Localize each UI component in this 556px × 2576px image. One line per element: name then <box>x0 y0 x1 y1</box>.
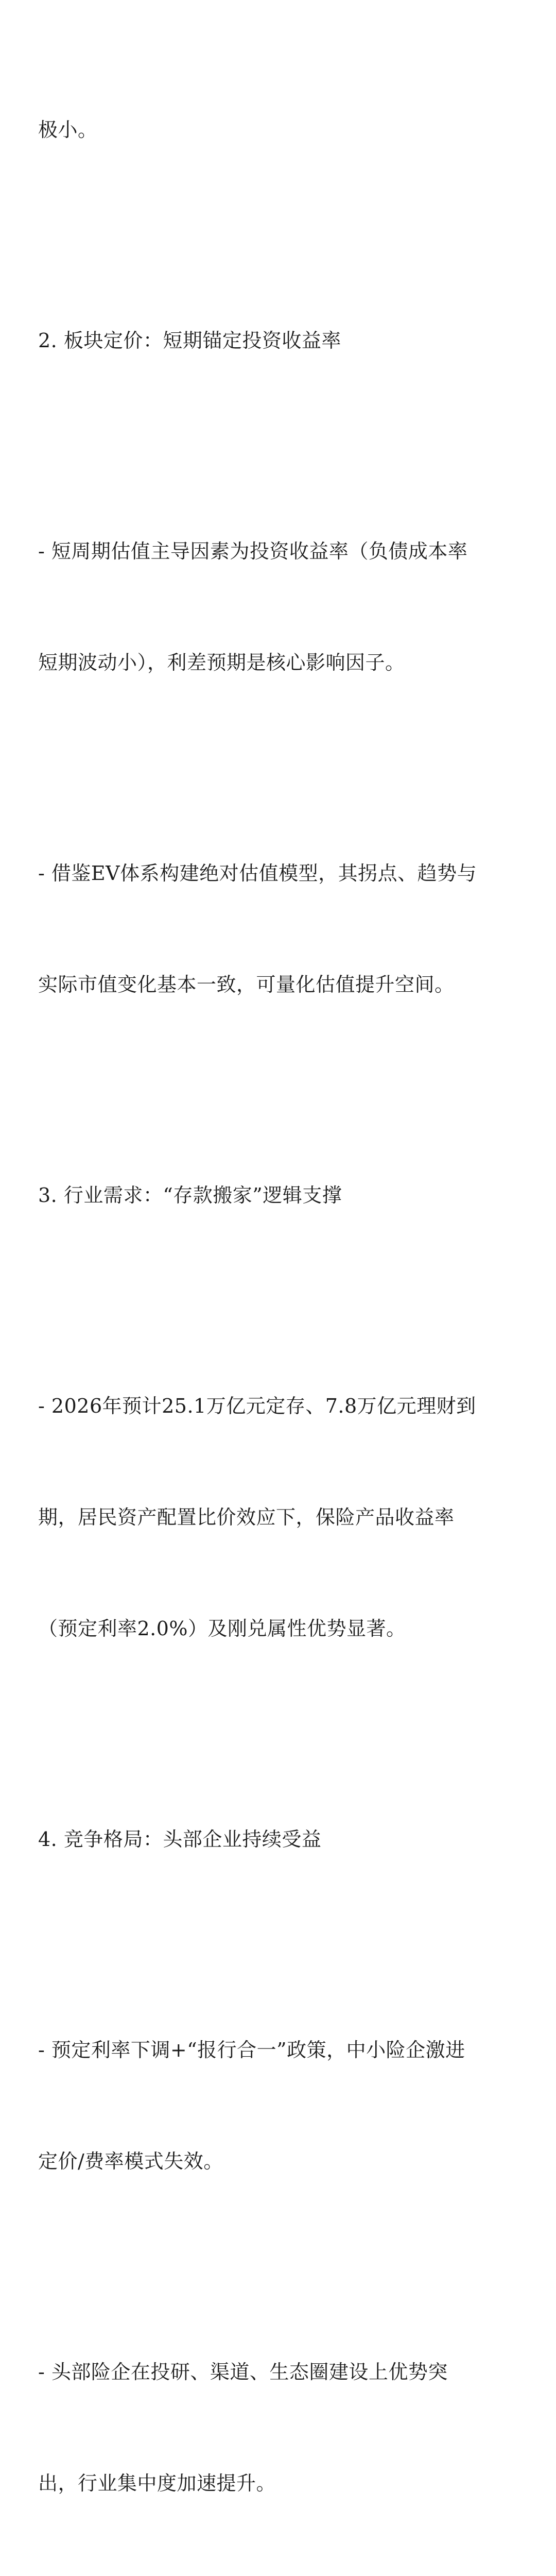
bullet-short-cycle-valuation <box>38 459 520 755</box>
heading-line: 3. 行业需求：“存款搬家”逻辑支撑 <box>38 1184 342 1207</box>
text-line: - 2026年预计25.1万亿元定存、7.8万亿元理财到 <box>38 1395 476 1417</box>
text-line: 期，居民资产配置比价效应下，保险产品收益率 <box>38 1506 455 1529</box>
article-body <box>38 37 520 2576</box>
section-heading-sector-pricing <box>38 248 520 433</box>
text-line: 短期波动小），利差预期是核心影响因子。 <box>38 651 405 674</box>
heading-line: 2. 板块定价：短期锚定投资收益率 <box>38 329 341 352</box>
text-line: - 预定利率下调+“报行合一”政策，中小险企激进 <box>38 2039 465 2061</box>
bullet-leading-insurers <box>38 2279 520 2576</box>
bullet-ev-valuation-model <box>38 781 520 1077</box>
text-line: - 短周期估值主导因素为投资收益率（负债成本率 <box>38 540 468 563</box>
text-line: （预定利率2.0%）及刚兑属性优势显著。 <box>38 1617 406 1640</box>
bullet-deposit-maturity <box>38 1313 520 1721</box>
text-line: 定价/费率模式失效。 <box>38 2150 223 2173</box>
bullet-rate-cut-policy <box>38 1957 520 2254</box>
paragraph-tail-text <box>38 37 520 223</box>
text-line: - 借鉴EV体系构建绝对估值模型，其拐点、趋势与 <box>38 862 477 885</box>
text-line: 出，行业集中度加速提升。 <box>38 2472 276 2495</box>
heading-line: 4. 竞争格局：头部企业持续受益 <box>38 1828 322 1851</box>
text-line: 实际市值变化基本一致，可量化估值提升空间。 <box>38 973 455 996</box>
text-line: 极小。 <box>38 118 98 141</box>
section-heading-industry-demand <box>38 1103 520 1288</box>
section-heading-competition <box>38 1747 520 1932</box>
text-line: - 头部险企在投研、渠道、生态圈建设上优势突 <box>38 2361 448 2383</box>
